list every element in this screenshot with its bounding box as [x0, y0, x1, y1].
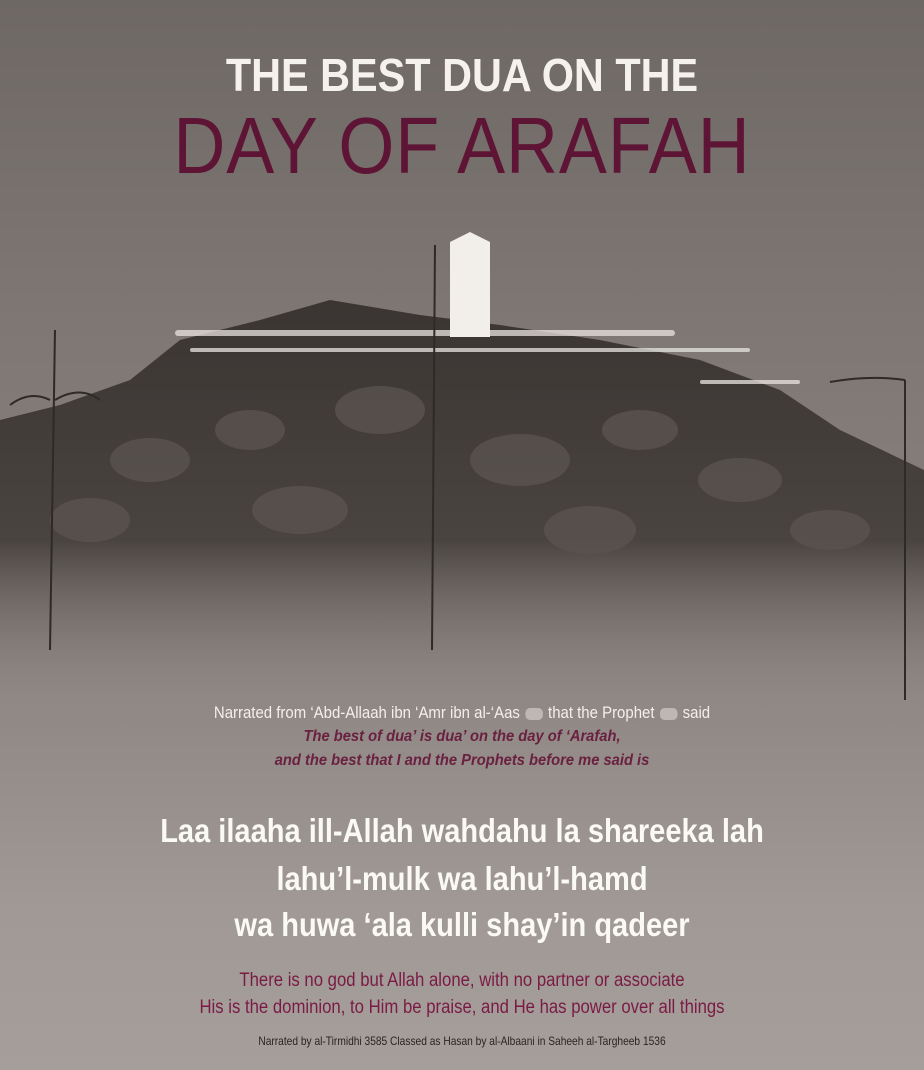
dua-line-2: lahu’l-mulk wa lahu’l-hamd [276, 860, 648, 897]
narration-intro [55, 703, 868, 723]
narration-intro-part2: that the Prophet [548, 703, 655, 722]
hadith-reference: Narrated by al-Tirmidhi 3585 Classed as Hasan by al-Albaani in Saheeh al-Targheeb 1536 [258, 1034, 666, 1048]
dua-line-1: Laa ilaaha ill-Allah wahdahu la shareeka lah [160, 812, 764, 849]
title-line-1: THE BEST DUA ON THE [225, 49, 699, 101]
translation-line-2: His is the dominion, to Him be praise, and He has power over all things [199, 997, 725, 1018]
radiyallahu-anhu-icon [525, 708, 543, 720]
quote-line-1: The best of dua’ is dua’ on the day of ‘Arafah, [303, 728, 621, 745]
mount-arafat-photo [0, 230, 924, 700]
dua-line-3: wa huwa ‘ala kulli shay’in qadeer [234, 906, 690, 943]
title-line-2: DAY OF ARAFAH [173, 101, 751, 190]
salallahu-alayhi-wasallam-icon [660, 708, 678, 720]
mountain-shape [0, 300, 924, 700]
pillar [450, 242, 490, 337]
quote-line-2: and the best that I and the Prophets before me said is [274, 752, 650, 769]
narration-intro-part1: Narrated from ‘Abd-Allaah ibn ‘Amr ibn al-‘Aas [213, 703, 520, 722]
narration-intro-part3: said [682, 703, 711, 722]
translation-line-1: There is no god but Allah alone, with no partner or associate [239, 970, 685, 991]
